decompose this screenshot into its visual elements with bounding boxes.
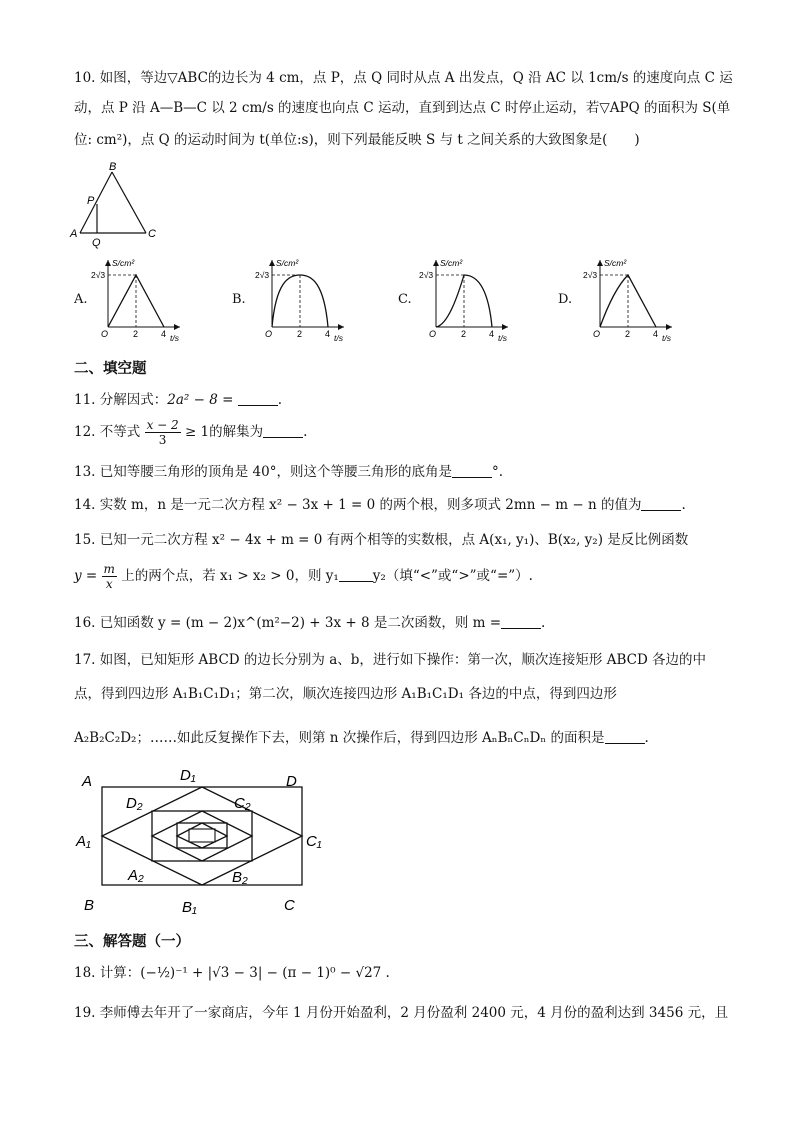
origin-label: O bbox=[101, 329, 109, 339]
y-axis-label: S/cm² bbox=[604, 258, 627, 268]
label-C1: C₁ bbox=[306, 833, 322, 850]
q17-line-3: A₂B₂C₂D₂；……如此反复操作下去，则第 n 次操作后，得到四边形 AₙBₙCₙDₙ 的面积是 . bbox=[74, 730, 649, 746]
label-A2: A₂ bbox=[128, 867, 144, 884]
x-tick-2: 2 bbox=[297, 329, 303, 339]
x-tick-2: 2 bbox=[625, 329, 631, 339]
section-3-heading: 三、解答题（一） bbox=[74, 933, 190, 950]
q14: 14. 实数 m，n 是一元二次方程 x² − 3x + 1 = 0 的两个根，则多项式 2mn − m − n 的值为 . bbox=[74, 497, 686, 513]
q16: 16. 已知函数 y = (m − 2)x^(m²−2) + 3x + 8 是二次函数，则 m = . bbox=[74, 615, 546, 631]
y-mark: 2√3 bbox=[583, 270, 598, 280]
x-axis-label: t/s bbox=[334, 333, 343, 343]
label-C: C bbox=[284, 897, 295, 914]
y-mark: 2√3 bbox=[91, 270, 106, 280]
label-B1: B₁ bbox=[182, 899, 197, 914]
option-b-graph bbox=[252, 255, 352, 345]
y-axis-label: S/cm² bbox=[276, 258, 299, 268]
option-c-graph bbox=[416, 255, 516, 345]
q17-rectangle-figure bbox=[74, 764, 324, 914]
label-C2: C₂ bbox=[234, 795, 251, 812]
label-Q: Q bbox=[92, 237, 101, 249]
q17-line-1: 17. 如图，已知矩形 ABCD 的边长分别为 a、b，进行如下操作：第一次，顺次连接矩形 ABCD 各边的中 bbox=[74, 652, 707, 668]
x-tick-2: 2 bbox=[461, 329, 467, 339]
y-axis-label: S/cm² bbox=[112, 258, 135, 268]
q15-line-1: 15. 已知一元二次方程 x² − 4x + m = 0 有两个相等的实数根，点 A(x₁, y₁)、B(x₂, y₂) 是反比例函数 bbox=[74, 532, 689, 548]
option-b-label: B. bbox=[232, 292, 246, 307]
q13: 13. 已知等腰三角形的顶角是 40°，则这个等腰三角形的底角是 °. bbox=[74, 464, 504, 480]
label-B: B bbox=[109, 161, 117, 173]
option-d-graph bbox=[580, 255, 680, 345]
label-P: P bbox=[87, 195, 95, 207]
label-D2: D₂ bbox=[126, 795, 143, 812]
section-2-heading: 二、填空题 bbox=[74, 360, 147, 377]
label-C: C bbox=[148, 228, 156, 240]
label-D1: D₁ bbox=[180, 767, 196, 784]
q10-line-2: 动，点 P 沿 A—B—C 以 2 cm/s 的速度也向点 C 运动，直到到达点 C 时停止运动，若▽APQ 的面积为 S(单 bbox=[74, 100, 731, 116]
option-a-label: A. bbox=[74, 292, 88, 307]
label-B2: B₂ bbox=[232, 869, 248, 886]
y-mark: 2√3 bbox=[419, 270, 434, 280]
label-A: A bbox=[82, 773, 93, 790]
y-axis-label: S/cm² bbox=[440, 258, 463, 268]
x-tick-2: 2 bbox=[133, 329, 139, 339]
origin-label: O bbox=[429, 329, 437, 339]
origin-label: O bbox=[593, 329, 601, 339]
option-a-graph bbox=[88, 255, 188, 345]
q10-triangle-figure bbox=[64, 160, 174, 250]
q10-line-1: 10. 如图，等边▽ABC的边长为 4 cm，点 P，点 Q 同时从点 A 出发点，Q 沿 AC 以 1cm/s 的速度向点 C 运 bbox=[74, 70, 733, 86]
x-tick-4: 4 bbox=[325, 329, 331, 339]
origin-label: O bbox=[265, 329, 273, 339]
q19: 19. 李师傅去年开了一家商店，今年 1 月份开始盈利，2 月份盈利 2400 元，4 月份的盈利达到 3456 元，且 bbox=[74, 1005, 729, 1021]
x-axis-label: t/s bbox=[662, 333, 671, 343]
q10-line-3: 位: cm²)，点 Q 的运动时间为 t(单位:s)，则下列最能反映 S 与 t 之间关系的大致图象是( ) bbox=[74, 132, 640, 148]
option-c-label: C. bbox=[398, 292, 412, 307]
q12: 12. 不等式 $\frac{x - 2}{3}$ ≥ 1的解集为 . bbox=[74, 418, 308, 447]
q11: 11. 分解因式：2a² − 8 = . bbox=[74, 392, 282, 408]
q15-line-2: y = $\frac{m}{x}$ 上的两个点，若 x₁ > x₂ > 0，则 y₁ y₂（填“<”或“>”或“=”）. bbox=[74, 562, 533, 591]
x-tick-4: 4 bbox=[489, 329, 495, 339]
x-tick-4: 4 bbox=[653, 329, 659, 339]
x-axis-label: t/s bbox=[170, 333, 179, 343]
label-A: A bbox=[70, 228, 78, 240]
option-d-label: D. bbox=[558, 292, 573, 307]
label-A1: A₁ bbox=[76, 833, 91, 850]
x-axis-label: t/s bbox=[498, 333, 507, 343]
q18: 18. 计算：(−½)⁻¹ + |√3 − 3| − (π − 1)⁰ − √27 . bbox=[74, 965, 390, 981]
x-tick-4: 4 bbox=[161, 329, 167, 339]
label-B: B bbox=[84, 897, 95, 914]
label-D: D bbox=[286, 773, 297, 790]
q17-line-2: 点，得到四边形 A₁B₁C₁D₁；第二次，顺次连接四边形 A₁B₁C₁D₁ 各边的中点，得到四边形 bbox=[74, 686, 617, 702]
y-mark: 2√3 bbox=[255, 270, 270, 280]
